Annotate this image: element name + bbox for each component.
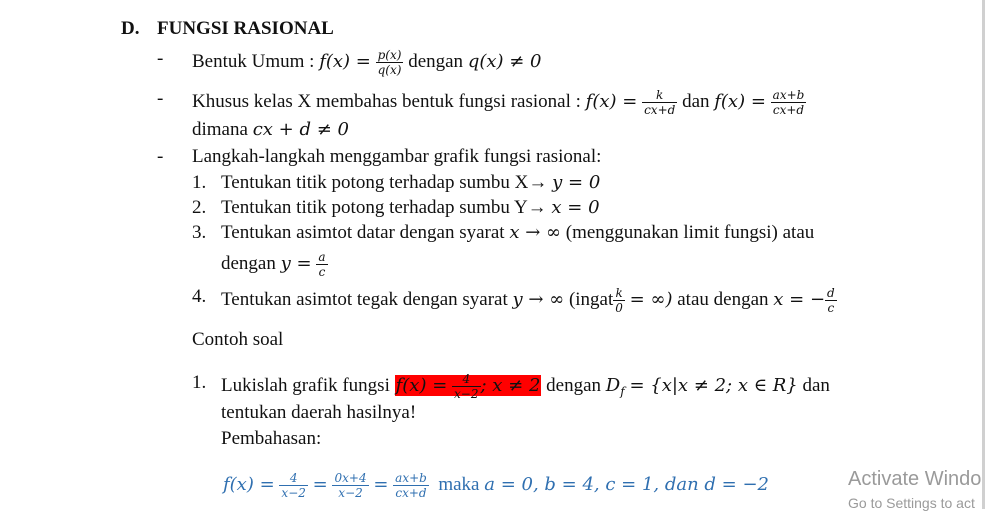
step-1: Tentukan titik potong terhadap sumbu X→ y = 0 xyxy=(221,172,601,193)
bullet-general-form: Bentuk Umum : f(x) = $\frac{p(x)}{q(x)}$ dengan q(x) ≠ 0 xyxy=(192,48,542,77)
step-3: Tentukan asimtot datar dengan syarat x → ∞ (menggunakan limit fungsi) atau xyxy=(221,222,815,243)
problem-statement: Lukislah grafik fungsi f(x) = $\frac{4}{x-2}$ ; x ≠ 2 dengan $D_f = \{x|x \ne 2$; x ∈ R} dan xyxy=(221,372,830,401)
step-2: Tentukan titik potong terhadap sumbu Y→ x = 0 xyxy=(221,197,600,218)
fraction-k-over-cxd: $\frac{k}{cx+d}$ xyxy=(644,88,676,117)
domain-symbol: $D_f$ xyxy=(605,374,625,399)
fraction-0x4-over-x-2: $\frac{0x+4}{x-2}$ xyxy=(334,471,367,500)
problem-line-2: tentukan daerah hasilnya! xyxy=(221,402,417,423)
bullet-dash: - xyxy=(157,48,164,69)
step-4: Tentukan asimtot tegak dengan syarat y → ∞ (ingat $\frac{k}{0}$ = ∞) atau dengan x = − $\frac{d}{c}$ xyxy=(221,286,835,315)
step-number: 3. xyxy=(192,222,207,243)
activation-watermark-subtitle: Go to Settings to act xyxy=(848,495,975,511)
step-number: 1. xyxy=(192,172,207,193)
bullet-dash: - xyxy=(157,146,164,167)
highlighted-function: f(x) = $\frac{4}{x-2}$ ; x ≠ 2 xyxy=(395,372,541,401)
example-heading: Contoh soal xyxy=(192,329,284,350)
fraction-axb-over-cxd: $\frac{ax+b}{cx+d}$ xyxy=(772,88,805,117)
bullet-condition: dimana cx + d ≠ 0 xyxy=(192,119,349,140)
bullet-special-form: Khusus kelas X membahas bentuk fungsi rasional : f(x) = $\frac{k}{cx+d}$ dan f(x) = $\frac{ax+b}{cx+d}$ xyxy=(192,88,805,117)
fraction-a-over-c: $\frac{a}{c}$ xyxy=(318,250,326,279)
problem-number: 1. xyxy=(192,372,207,393)
discussion-label: Pembahasan: xyxy=(221,428,322,449)
step-number: 2. xyxy=(192,197,207,218)
bullet-steps-intro: Langkah-langkah menggambar grafik fungsi rasional: xyxy=(192,146,602,167)
activation-watermark-title: Activate Windo xyxy=(848,468,982,490)
fraction-p-over-q: $\frac{p(x)}{q(x)}$ xyxy=(377,48,402,77)
solution-equation: f(x) = $\frac{4}{x-2}$ = $\frac{0x+4}{x-2}$ = $\frac{ax+b}{cx+d}$ maka a = 0, b = 4, c = 1, dan d = −2 xyxy=(223,471,769,500)
bullet-dash: - xyxy=(157,88,164,109)
section-letter: D. xyxy=(121,18,140,39)
fraction-4-over-x-2: $\frac{4}{x-2}$ xyxy=(281,471,306,500)
fraction-d-over-c: $\frac{d}{c}$ xyxy=(827,286,835,315)
step-number: 4. xyxy=(192,286,207,307)
fraction-k-over-0: $\frac{k}{0}$ xyxy=(615,286,623,315)
fraction-axb-over-cxd: $\frac{ax+b}{cx+d}$ xyxy=(395,471,427,500)
step-3-continuation: dengan y = $\frac{a}{c}$ xyxy=(221,250,326,279)
section-title: FUNGSI RASIONAL xyxy=(157,18,334,39)
